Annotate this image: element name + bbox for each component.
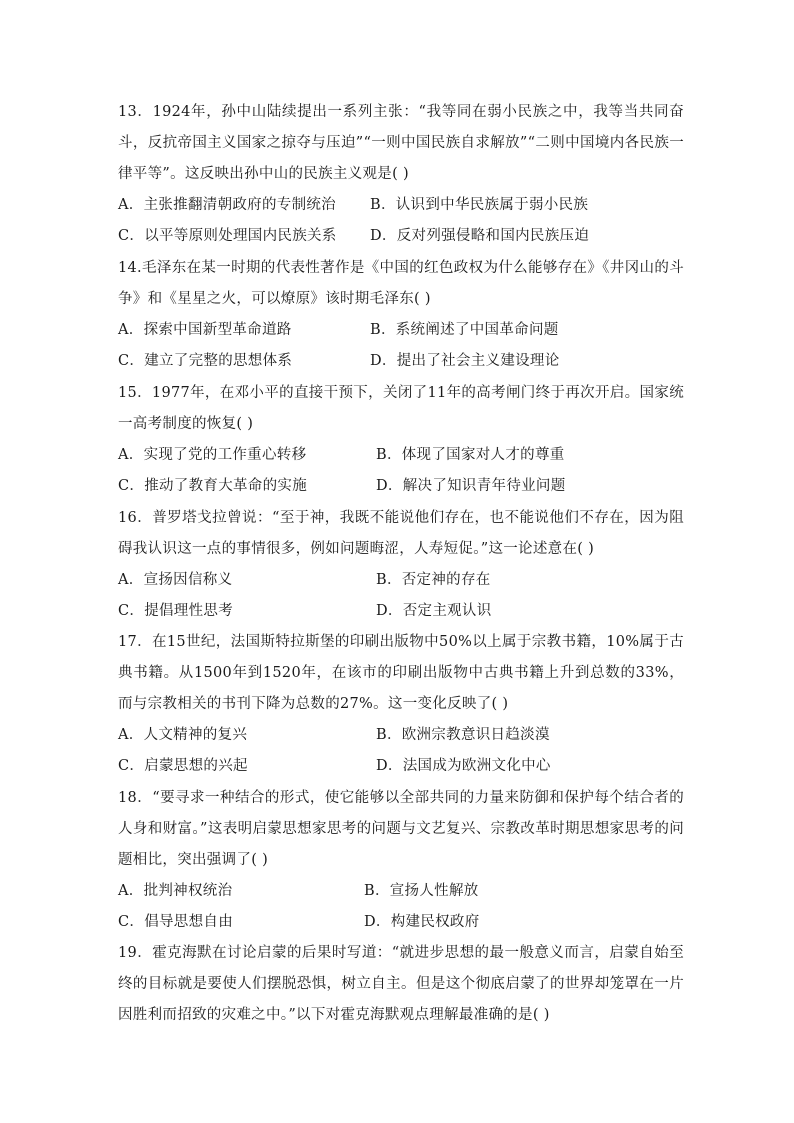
question-19 — [118, 938, 684, 1031]
question-stem: 13．1924年，孙中山陆续提出一系列主张：“我等同在弱小民族之中，我等当共同奋斗，反抗帝国主义国家之掠夺与压迫”“一则中国民族自求解放”“二则中国境内各民族一律平等”。这反映出孙中山的民族主义观是( ) — [118, 104, 684, 182]
option-d[interactable]: D．否定主观认识 — [376, 603, 492, 619]
question-stem: 15．1977年，在邓小平的直接干预下，关闭了11年的高考闸门终于再次开启。国家统一高考制度的恢复( ) — [118, 385, 684, 432]
option-d[interactable]: D．提出了社会主义建设理论 — [370, 353, 560, 369]
question-stem: 19．霍克海默在讨论启蒙的后果时写道：“就进步思想的最一般意义而言，启蒙自始至终的目标就是要使人们摆脱恐惧，树立自主。但是这个彻底启蒙了的世界却笼罩在一片因胜利而招致的灾难之中。”以下对霍克海默观点理解最准确的是( ) — [118, 945, 684, 1023]
option-c[interactable]: C．启蒙思想的兴起 — [118, 758, 248, 774]
option-b[interactable]: B．系统阐述了中国革命问题 — [370, 322, 559, 338]
options — [118, 190, 684, 252]
option-a[interactable]: A．实现了党的工作重心转移 — [118, 447, 307, 463]
question-14 — [118, 253, 684, 377]
option-d[interactable]: D．构建民权政府 — [364, 914, 480, 930]
options — [118, 565, 684, 627]
question-13 — [118, 97, 684, 252]
option-a[interactable]: A．批判神权统治 — [118, 883, 233, 899]
question-17 — [118, 627, 684, 782]
question-stem: 18．“要寻求一种结合的形式，使它能够以全部共同的力量来防御和保护每个结合者的人身和财富。”这表明启蒙思想家思考的问题与文艺复兴、宗教改革时期思想家思考的问题相比，突出强调了( ) — [118, 790, 684, 868]
option-b[interactable]: B．否定神的存在 — [376, 572, 491, 588]
option-d[interactable]: D．解决了知识青年待业问题 — [376, 478, 566, 494]
option-a[interactable]: A．探索中国新型革命道路 — [118, 322, 292, 338]
option-a[interactable]: A．主张推翻清朝政府的专制统治 — [118, 197, 336, 213]
option-b[interactable]: B．认识到中华民族属于弱小民族 — [370, 197, 589, 213]
question-18 — [118, 783, 684, 938]
question-stem: 17．在15世纪，法国斯特拉斯堡的印刷出版物中50%以上属于宗教书籍，10%属于古典书籍。从1500年到1520年，在该市的印刷出版物中古典书籍上升到总数的33%，而与宗教相关的书刊下降为总数的27%。这一变化反映了( ) — [118, 634, 684, 712]
option-b[interactable]: B．欧洲宗教意识日趋淡漠 — [376, 727, 550, 743]
option-c[interactable]: C．以平等原则处理国内民族关系 — [118, 228, 337, 244]
options — [118, 720, 684, 782]
options — [118, 315, 684, 377]
option-a[interactable]: A．宣扬因信称义 — [118, 572, 233, 588]
option-c[interactable]: C．推动了教育大革命的实施 — [118, 478, 307, 494]
option-d[interactable]: D．法国成为欧洲文化中心 — [376, 758, 551, 774]
question-16 — [118, 503, 684, 627]
option-c[interactable]: C．倡导思想自由 — [118, 914, 233, 930]
options — [118, 440, 684, 502]
question-stem: 16．普罗塔戈拉曾说：“至于神，我既不能说他们存在，也不能说他们不存在，因为阻碍我认识这一点的事情很多，例如问题晦涩，人寿短促。”这一论述意在( ) — [118, 510, 684, 557]
question-stem: 14.毛泽东在某一时期的代表性著作是《中国的红色政权为什么能够存在》《井冈山的斗争》和《星星之火，可以燎原》该时期毛泽东( ) — [118, 260, 684, 307]
option-a[interactable]: A．人文精神的复兴 — [118, 727, 248, 743]
option-c[interactable]: C．建立了完整的思想体系 — [118, 353, 293, 369]
option-b[interactable]: B．体现了国家对人才的尊重 — [376, 447, 565, 463]
options — [118, 876, 684, 938]
option-c[interactable]: C．提倡理性思考 — [118, 603, 233, 619]
question-15 — [118, 378, 684, 502]
option-d[interactable]: D．反对列强侵略和国内民族压迫 — [370, 228, 590, 244]
option-b[interactable]: B．宣扬人性解放 — [364, 883, 479, 899]
